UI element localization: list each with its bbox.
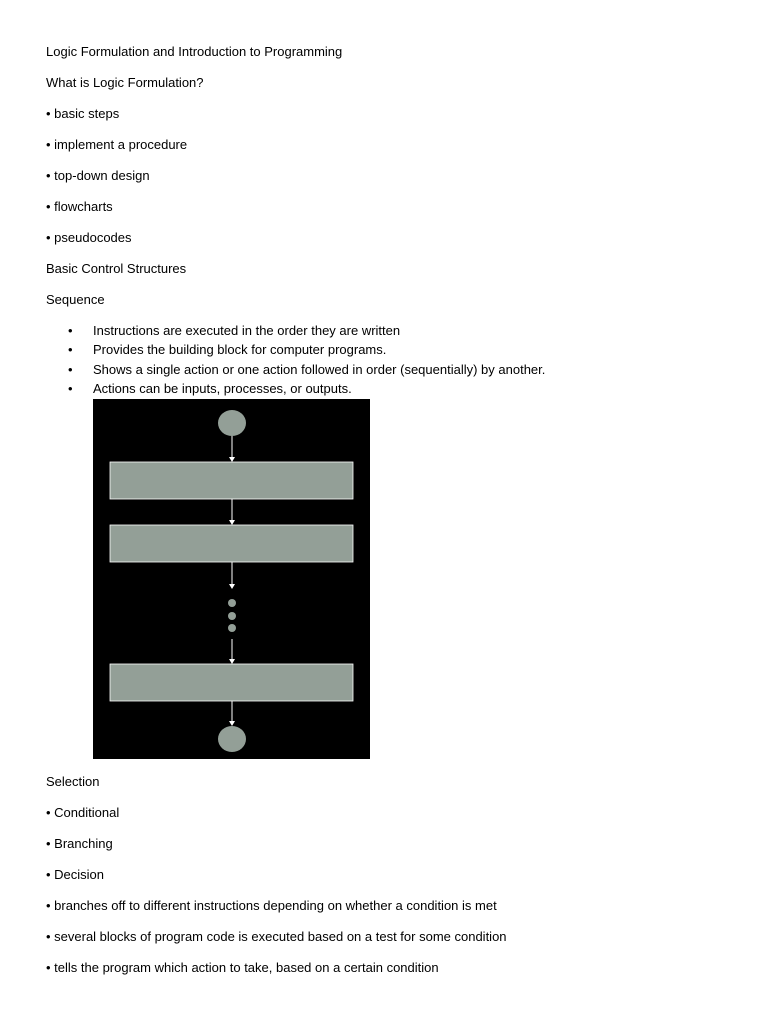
selection-item: • Decision bbox=[46, 867, 105, 882]
selection-item: • Branching bbox=[46, 836, 113, 851]
selection-item: • several blocks of program code is executed based on a test for some condition bbox=[46, 929, 507, 944]
bullet-dot: • bbox=[68, 342, 73, 357]
end-terminal bbox=[218, 726, 246, 752]
start-terminal bbox=[218, 410, 246, 436]
bullet-dot: • bbox=[68, 362, 73, 377]
sequence-item-text: Instructions are executed in the order they are written bbox=[93, 323, 401, 338]
action-box-3 bbox=[110, 664, 353, 701]
sequence-heading: Sequence bbox=[46, 292, 105, 307]
selection-item: • Conditional bbox=[46, 805, 120, 820]
intro-item: • implement a procedure bbox=[46, 137, 188, 152]
document-title: Logic Formulation and Introduction to Programming bbox=[46, 44, 343, 59]
selection-heading: Selection bbox=[46, 774, 100, 789]
sequence-flowchart-diagram bbox=[93, 399, 370, 759]
selection-item: • branches off to different instructions depending on whether a condition is met bbox=[46, 898, 497, 913]
intro-item: • flowcharts bbox=[46, 199, 113, 214]
selection-item: • tells the program which action to take, based on a certain condition bbox=[46, 960, 439, 975]
continuation-dot bbox=[228, 612, 236, 620]
sequence-item-text: Provides the building block for computer programs. bbox=[93, 342, 387, 357]
action-box-1 bbox=[110, 462, 353, 499]
section-question: What is Logic Formulation? bbox=[46, 75, 204, 90]
intro-item: • basic steps bbox=[46, 106, 120, 121]
control-structures-heading: Basic Control Structures bbox=[46, 261, 187, 276]
sequence-item-text: Actions can be inputs, processes, or outputs. bbox=[93, 381, 352, 396]
intro-item: • pseudocodes bbox=[46, 230, 132, 245]
continuation-dot bbox=[228, 624, 236, 632]
bullet-dot: • bbox=[68, 323, 73, 338]
bullet-dot: • bbox=[68, 381, 73, 396]
sequence-item-text: Shows a single action or one action followed in order (sequentially) by another. bbox=[93, 362, 546, 377]
intro-item: • top-down design bbox=[46, 168, 150, 183]
action-box-2 bbox=[110, 525, 353, 562]
continuation-dot bbox=[228, 599, 236, 607]
